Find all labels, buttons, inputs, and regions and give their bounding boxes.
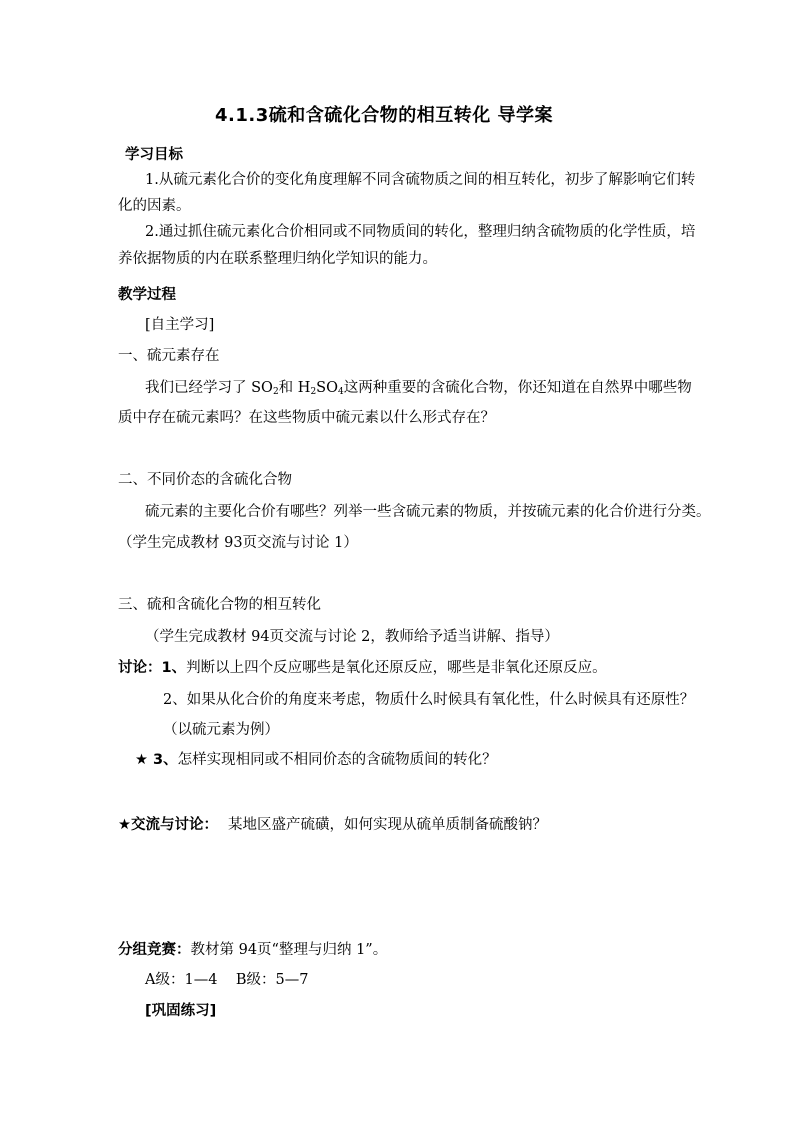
objective-1-line-2: 化的因素。 <box>118 198 191 214</box>
practice-label: [巩固练习] <box>145 1003 217 1019</box>
exchange-discussion: ★交流与讨论： 某地区盛产硫磺，如何实现从硫单质制备硫酸钠？ <box>118 817 547 833</box>
discussion-label: 讨论：1、 <box>118 660 187 676</box>
discussion-question-3: ★ 3、怎样实现相同或不相同价态的含硫物质间的转化？ <box>135 752 497 768</box>
section-1-heading: 一、硫元素存在 <box>118 348 220 364</box>
star-3-label: ★ 3、 <box>135 752 178 768</box>
group-label: 分组竞赛： <box>118 942 191 958</box>
objective-2-line-1: 2.通过抓住硫元素化合价相同或不同物质间的转化，整理归纳含硫物质的化学性质，培 <box>145 224 696 240</box>
process-heading: 教学过程 <box>118 287 176 303</box>
discussion-question-2-note: （以硫元素为例） <box>163 722 279 738</box>
section-1-paragraph-line-1: 我们已经学习了 $SO_2$和 $H_2SO_4$这两种重要的含硫化合物，你还知道在自然界中哪些物 <box>145 380 692 397</box>
section-2-paragraph-line-2: （学生完成教材 93页交流与讨论 1） <box>118 535 358 551</box>
section-1-paragraph-line-2: 质中存在硫元素吗？在这些物质中硫元素以什么形式存在？ <box>118 410 495 426</box>
objectives-heading: 学习目标 <box>125 147 183 163</box>
page-title: 4.1.3硫和含硫化合物的相互转化 导学案 <box>215 105 554 126</box>
exchange-label: ★交流与讨论： <box>118 817 218 833</box>
discussion-question-1: 讨论：1、判断以上四个反应哪些是氧化还原反应，哪些是非氧化还原反应。 <box>118 660 607 676</box>
group-levels: A级：1—4 B级：5—7 <box>145 972 309 988</box>
section-2-paragraph-line-1: 硫元素的主要化合价有哪些？列举一些含硫元素的物质，并按硫元素的化合价进行分类。 <box>145 504 711 520</box>
discussion-question-2: 2、如果从化合价的角度来考虑，物质什么时候具有氧化性，什么时候具有还原性？ <box>163 692 695 708</box>
self-study-label: [自主学习] <box>145 317 215 333</box>
objective-1-line-1: 1.从硫元素化合价的变化角度理解不同含硫物质之间的相互转化，初步了解影响它们转 <box>145 172 696 188</box>
group-competition: 分组竞赛：教材第 94页“整理与归纳 1”。 <box>118 942 388 958</box>
section-3-heading: 三、硫和含硫化合物的相互转化 <box>118 597 321 613</box>
section-2-heading: 二、不同价态的含硫化合物 <box>118 472 292 488</box>
objective-2-line-2: 养依据物质的内在联系整理归纳化学知识的能力。 <box>118 251 437 267</box>
section-3-note: （学生完成教材 94页交流与讨论 2，教师给予适当讲解、指导） <box>145 629 559 645</box>
